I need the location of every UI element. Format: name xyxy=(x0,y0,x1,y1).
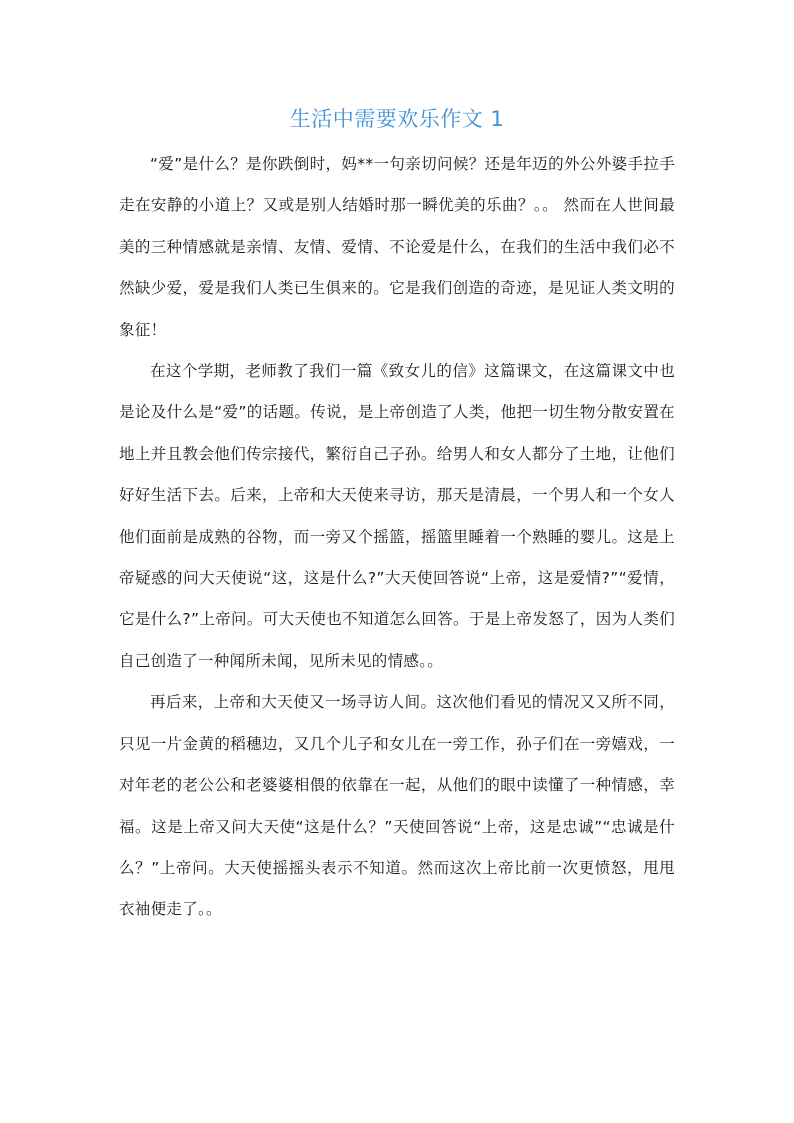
paragraph-1: “爱”是什么？是你跌倒时，妈**一句亲切问候？还是年迈的外公外婆手拉手走在安静的小道上？又或是别人结婚时那一瞬优美的乐曲？。。 然而在人世间最美的三种情感就是亲情、友情、爱情、不论爱是什么，在我们的生活中我们必不然缺少爱，爱是我们人类已生俱来的。它是我们创造的奇迹，是见证人类文明的象征！ xyxy=(119,155,675,339)
paragraph-3: 再后来，上帝和大天使又一场寻访人间。这次他们看见的情况又又所不同，只见一片金黄的稻穗边，又几个儿子和女儿在一旁工作，孙子们在一旁嬉戏，一对年老的老公公和老婆婆相偎的依靠在一起，从他们的眼中读懂了一种情感，幸福。这是上帝又问大天使“这是什么？”天使回答说“上帝，这是忠诚”“忠诚是什么？”上帝问。大天使摇摇头表示不知道。然而这次上帝比前一次更愤怒，甩甩衣袖便走了。。 xyxy=(119,693,675,919)
document-body xyxy=(119,144,675,931)
document-title: 生活中需要欢乐作文 1 xyxy=(289,107,505,131)
paragraph-2: 在这个学期，老师教了我们一篇《致女儿的信》这篇课文，在这篇课文中也是论及什么是“爱”的话题。传说，是上帝创造了人类，他把一切生物分散安置在地上并且教会他们传宗接代，繁衍自己子孙。给男人和女人都分了土地，让他们好好生活下去。后来，上帝和大天使来寻访，那天是清晨，一个男人和一个女人他们面前是成熟的谷物，而一旁又个摇篮，摇篮里睡着一个熟睡的婴儿。这是上帝疑惑的问大天使说“这，这是什么?”大天使回答说“上帝，这是爱情?”“爱情，它是什么?”上帝问。可大天使也不知道怎么回答。于是上帝发怒了，因为人类们自己创造了一种闻所未闻，见所未见的情感。。 xyxy=(119,362,675,670)
